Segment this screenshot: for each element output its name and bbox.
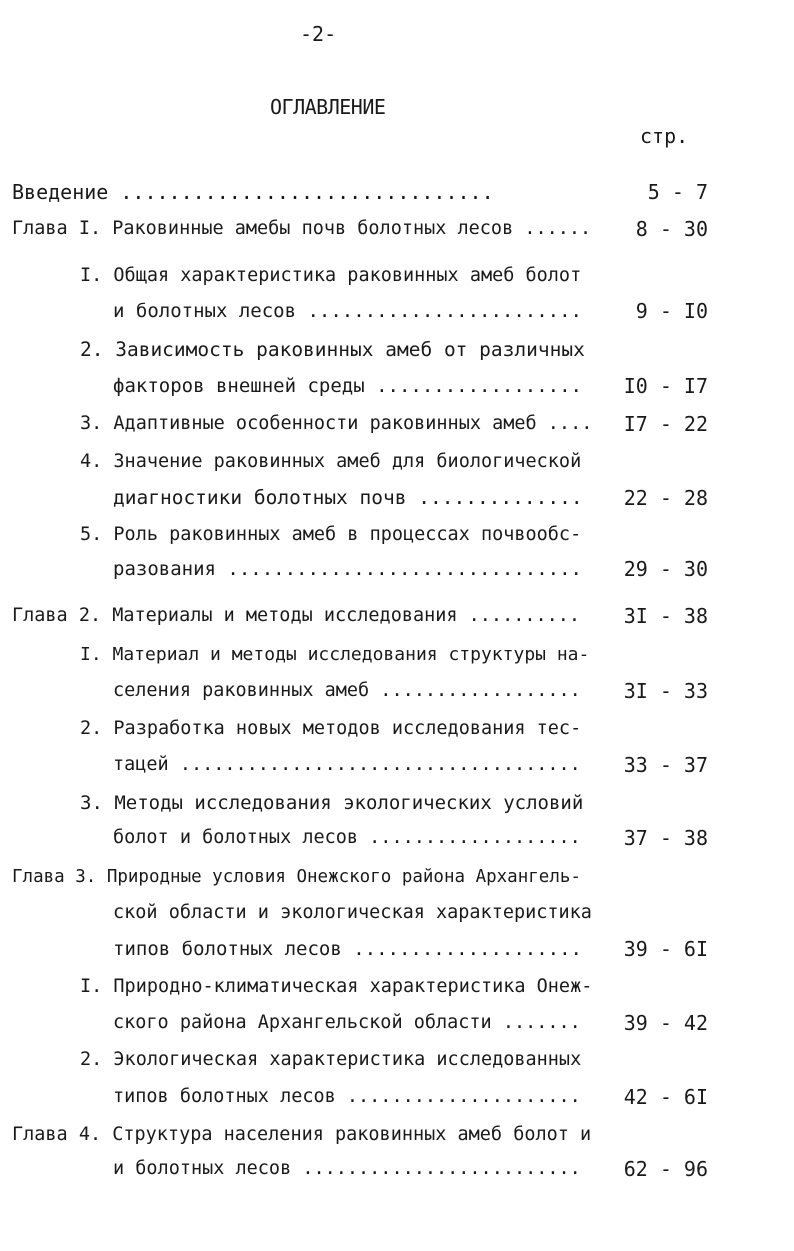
toc-entry-pages: 8 - 30 [635,217,708,241]
toc-entry-text: 5. Роль раковинных амеб в процессах почвообс- [80,524,582,545]
toc-entry-pages: 22 - 28 [623,486,708,510]
toc-entry-pages: 3I - 33 [623,679,708,703]
toc-entry-pages: I7 - 22 [623,412,708,436]
toc-entry-pages: 33 - 37 [623,753,708,777]
toc-entry-pages: 42 - 6I [623,1085,708,1109]
toc-entry-text: 3. Методы исследования экологических условий [80,792,584,814]
toc-entry-text: Глава 4. Структура населения раковинных амеб болот и [12,1124,592,1145]
page-title: ОГЛАВЛЕНИЕ [270,95,386,119]
toc-entry-text: I. Материал и методы исследования структуры на- [80,644,590,665]
toc-entry-text: Глава 2. Материалы и методы исследования .......... [12,605,581,626]
toc-entry-text: 2. Зависимость раковинных амеб от различных [80,338,585,361]
toc-entry-pages: 29 - 30 [623,557,708,581]
toc-entry-text: и болотных лесов ........................ [113,300,582,322]
toc-entry-pages: 3I - 38 [623,604,708,628]
toc-entry-text: Глава 3. Природные условия Онежского района Архангель- [12,867,581,887]
toc-entry-text: селения раковинных амеб .................. [113,680,581,701]
toc-entry-text: 2. Экологическая характеристика исследованных [80,1049,582,1070]
toc-entry-text: типов болотных лесов .................... [113,938,582,960]
toc-entry-text: тацей .................................... [113,754,581,775]
toc-entry-pages: I0 - I7 [623,374,708,398]
toc-entry-text: и болотных лесов ......................... [113,1158,581,1179]
pages-column-label: стр. [640,124,689,148]
toc-entry-text: ской области и экологическая характеристика [113,902,592,923]
page-number: -2- [300,22,337,46]
toc-entry-pages: 9 - I0 [635,299,708,323]
toc-entry-pages: 5 - 7 [647,180,708,204]
toc-entry-pages: 37 - 38 [623,826,708,850]
toc-entry-text: диагностики болотных почв .............. [113,486,583,509]
toc-entry-text: болот и болотных лесов ................... [113,827,581,848]
toc-entry-text: типов болотных лесов ..................... [113,1086,581,1107]
toc-entry-text: I. Общая характеристика раковинных амеб болот [80,265,582,286]
toc-entry-text: I. Природно-климатическая характеристика Онеж- [80,976,593,997]
toc-entry-pages: 39 - 6I [623,937,708,961]
toc-entry-text: 2. Разработка новых методов исследования тес- [80,718,582,739]
toc-entry-text: Глава I. Раковинные амебы почв болотных лесов ...... [12,218,592,239]
toc-entry-text: ского района Архангельской области ....... [113,1012,581,1033]
toc-entry-pages: 39 - 42 [623,1011,708,1035]
toc-entry-pages: 62 - 96 [623,1157,708,1181]
toc-entry-text: 3. Адаптивные особенности раковинных амеб .... [80,413,593,434]
toc-entry-text: 4. Значение раковинных амеб для биологической [80,451,582,472]
toc-entry-text: разования ............................... [113,558,582,580]
toc-entry-text: факторов внешней среды .................. [113,375,582,397]
toc-entry-text: Введение ............................... [12,180,494,204]
